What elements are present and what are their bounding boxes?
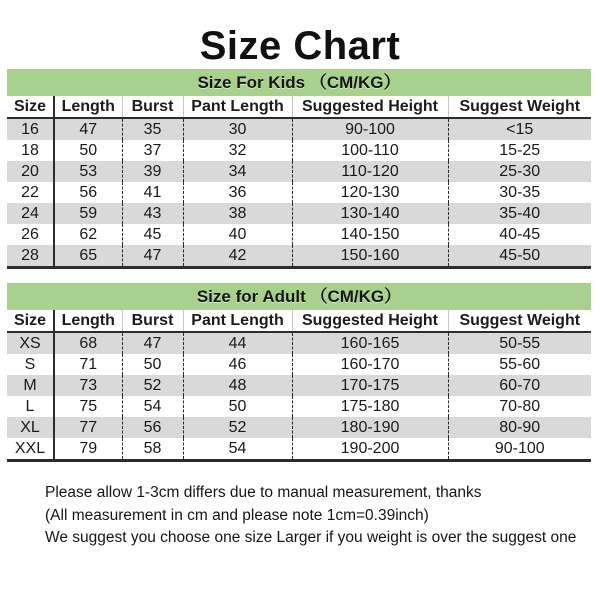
table-cell: 62 (54, 224, 122, 245)
table-row (7, 438, 591, 461)
table-cell: 28 (7, 245, 54, 268)
table-cell: 40-45 (448, 224, 591, 245)
table-cell: 45 (122, 224, 183, 245)
table-cell: 170-175 (292, 375, 448, 396)
table-cell: 24 (7, 203, 54, 224)
table-cell: 26 (7, 224, 54, 245)
table-row (7, 332, 591, 354)
table-cell: 15-25 (448, 140, 591, 161)
table-cell: 160-165 (292, 332, 448, 354)
column-header: Pant Length (183, 310, 292, 332)
table-cell: 77 (54, 417, 122, 438)
table-cell: 100-110 (292, 140, 448, 161)
table-cell: 70-80 (448, 396, 591, 417)
header-row (7, 96, 591, 118)
kids-table-header (7, 96, 591, 118)
table-cell: 65 (54, 245, 122, 268)
table-cell: 80-90 (448, 417, 591, 438)
kids-size-table-section (7, 69, 591, 269)
column-header: Length (54, 310, 122, 332)
table-cell: 18 (7, 140, 54, 161)
table-cell: 130-140 (292, 203, 448, 224)
table-cell: S (7, 354, 54, 375)
table-cell: 160-170 (292, 354, 448, 375)
kids-table-body (7, 118, 591, 268)
table-row (7, 245, 591, 268)
table-cell: 50 (54, 140, 122, 161)
table-cell: 35 (122, 118, 183, 140)
table-cell: 41 (122, 182, 183, 203)
kids-size-table (7, 96, 591, 269)
adult-table-header (7, 310, 591, 332)
table-cell: 40 (183, 224, 292, 245)
column-header: Suggested Height (292, 96, 448, 118)
table-cell: 50 (183, 396, 292, 417)
table-cell: 25-30 (448, 161, 591, 182)
table-cell: 34 (183, 161, 292, 182)
column-header: Pant Length (183, 96, 292, 118)
table-row (7, 203, 591, 224)
table-cell: XL (7, 417, 54, 438)
table-cell: 35-40 (448, 203, 591, 224)
table-cell: 32 (183, 140, 292, 161)
table-cell: 20 (7, 161, 54, 182)
table-row (7, 118, 591, 140)
table-cell: 36 (183, 182, 292, 203)
table-cell: 58 (122, 438, 183, 461)
table-cell: 30 (183, 118, 292, 140)
note-line: Please allow 1-3cm differs due to manual measurement, thanks (45, 484, 482, 501)
table-row (7, 140, 591, 161)
table-cell: 73 (54, 375, 122, 396)
table-cell: 150-160 (292, 245, 448, 268)
column-header: Size (7, 96, 54, 118)
table-cell: 52 (122, 375, 183, 396)
table-cell: 140-150 (292, 224, 448, 245)
column-header: Burst (122, 310, 183, 332)
note-line: We suggest you choose one size Larger if you weight is over the suggest one (45, 529, 577, 546)
adult-size-table-section (7, 283, 591, 462)
table-cell: 175-180 (292, 396, 448, 417)
table-cell: 22 (7, 182, 54, 203)
table-row (7, 396, 591, 417)
adult-size-table (7, 310, 591, 462)
table-cell: 110-120 (292, 161, 448, 182)
column-header: Size (7, 310, 54, 332)
table-cell: 59 (54, 203, 122, 224)
table-cell: 46 (183, 354, 292, 375)
table-cell: 71 (54, 354, 122, 375)
table-cell: 54 (122, 396, 183, 417)
table-cell: 42 (183, 245, 292, 268)
table-cell: 53 (54, 161, 122, 182)
table-cell: 56 (54, 182, 122, 203)
column-header: Suggested Height (292, 310, 448, 332)
adult-table-body (7, 332, 591, 461)
column-header: Length (54, 96, 122, 118)
column-header: Suggest Weight (448, 96, 591, 118)
table-cell: 44 (183, 332, 292, 354)
measurement-notes (45, 482, 600, 550)
table-cell: 56 (122, 417, 183, 438)
header-row (7, 310, 591, 332)
table-cell: 39 (122, 161, 183, 182)
note-line: (All measurement in cm and please note 1cm=0.39inch) (45, 506, 429, 524)
table-cell: 45-50 (448, 245, 591, 268)
table-cell: 68 (54, 332, 122, 354)
table-cell: <15 (448, 118, 591, 140)
table-cell: 50-55 (448, 332, 591, 354)
column-header: Suggest Weight (448, 310, 591, 332)
table-cell: 79 (54, 438, 122, 461)
kids-table-caption: Size For Kids （CM/KG） (7, 69, 591, 96)
column-header: Burst (122, 96, 183, 118)
table-cell: 38 (183, 203, 292, 224)
table-cell: 47 (122, 332, 183, 354)
table-cell: XS (7, 332, 54, 354)
table-cell: 50 (122, 354, 183, 375)
table-cell: L (7, 396, 54, 417)
table-row (7, 161, 591, 182)
table-cell: 60-70 (448, 375, 591, 396)
table-cell: M (7, 375, 54, 396)
table-cell: 90-100 (292, 118, 448, 140)
table-cell: XXL (7, 438, 54, 461)
table-cell: 54 (183, 438, 292, 461)
table-cell: 180-190 (292, 417, 448, 438)
table-row (7, 417, 591, 438)
table-row (7, 224, 591, 245)
table-cell: 55-60 (448, 354, 591, 375)
table-cell: 52 (183, 417, 292, 438)
table-cell: 16 (7, 118, 54, 140)
table-row (7, 375, 591, 396)
table-row (7, 354, 591, 375)
table-cell: 190-200 (292, 438, 448, 461)
table-cell: 120-130 (292, 182, 448, 203)
table-cell: 47 (122, 245, 183, 268)
table-cell: 37 (122, 140, 183, 161)
table-row (7, 182, 591, 203)
adult-table-caption: Size for Adult （CM/KG） (7, 283, 591, 310)
page-title: Size Chart (199, 24, 401, 68)
table-cell: 48 (183, 375, 292, 396)
table-cell: 30-35 (448, 182, 591, 203)
table-cell: 47 (54, 118, 122, 140)
table-cell: 75 (54, 396, 122, 417)
table-cell: 43 (122, 203, 183, 224)
table-cell: 90-100 (448, 438, 591, 461)
